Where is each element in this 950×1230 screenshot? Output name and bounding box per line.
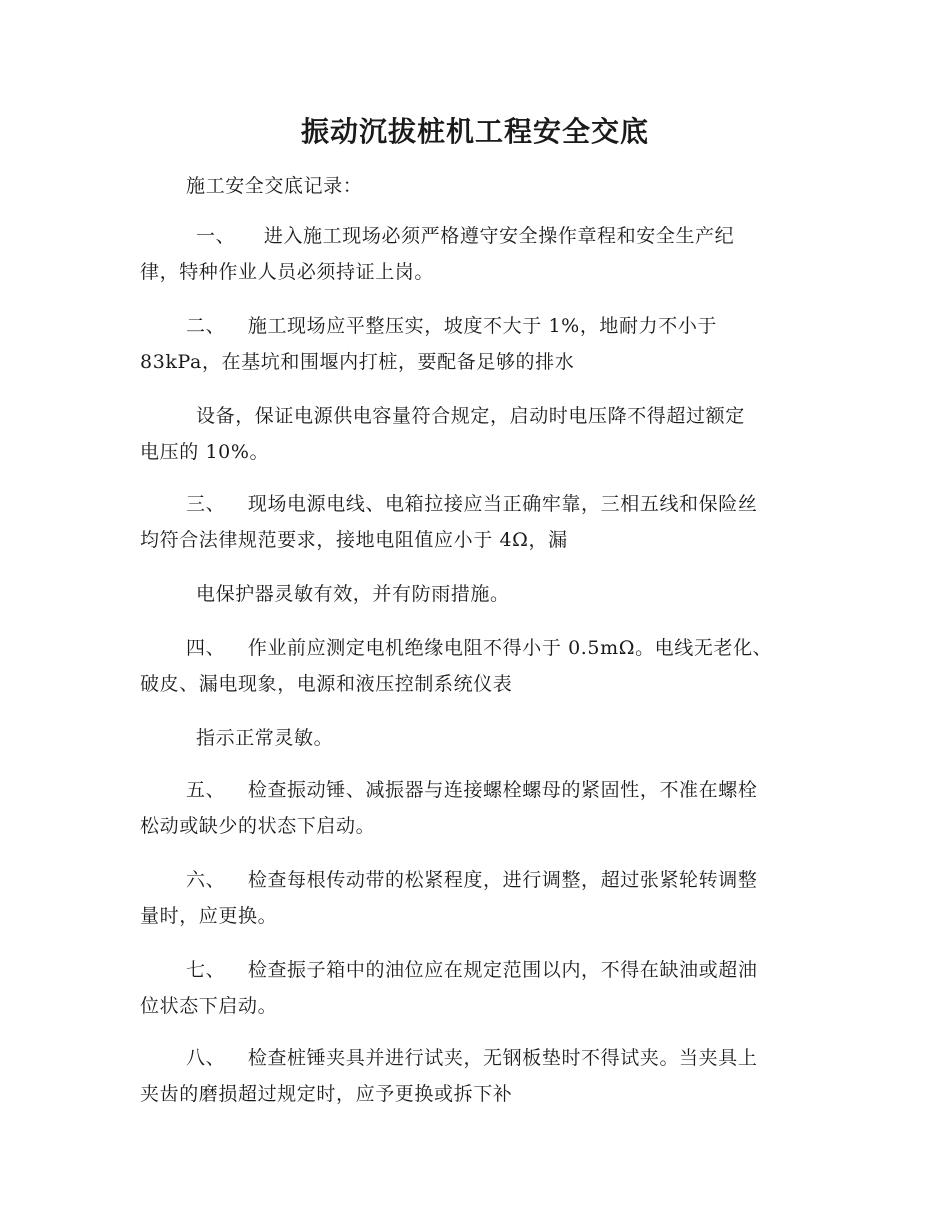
item-1-line-2: 律，特种作业人员必须持证上岗。	[140, 261, 435, 283]
item-2-line-3: 设备，保证电源供电容量符合规定，启动时电压降不得超过额定	[196, 405, 745, 427]
item-3-line-2: 均符合法律规范要求，接地电阻值应小于 4Ω，漏	[140, 529, 568, 551]
item-number: 三、	[186, 493, 226, 515]
item-number: 七、	[186, 959, 226, 981]
item-8-line-2: 夹齿的磨损超过规定时，应予更换或拆下补	[140, 1083, 513, 1105]
item-1-line-1	[196, 222, 734, 250]
item-text: 作业前应测定电机绝缘电阻不得小于 0.5mΩ。电线无老化、	[247, 637, 773, 659]
item-number: 四、	[186, 637, 226, 659]
item-5-line-2: 松动或缺少的状态下启动。	[140, 815, 376, 837]
item-text: 检查振子箱中的油位应在规定范围以内，不得在缺油或超油	[247, 959, 758, 981]
item-4-line-2: 破皮、漏电现象，电源和液压控制系统仪表	[140, 673, 513, 695]
item-2-line-1	[186, 312, 717, 340]
item-5-line-1	[186, 776, 757, 804]
item-4-line-3: 指示正常灵敏。	[196, 727, 334, 749]
item-text: 施工现场应平整压实，坡度不大于 1%，地耐力不小于	[247, 315, 718, 337]
item-7-line-2: 位状态下启动。	[140, 995, 278, 1017]
item-text: 检查每根传动带的松紧程度，进行调整，超过张紧轮转调整	[247, 869, 758, 891]
item-number: 八、	[186, 1047, 226, 1069]
item-number: 五、	[186, 779, 226, 801]
item-8-line-1	[186, 1044, 757, 1072]
intro-text: 施工安全交底记录：	[186, 175, 363, 197]
item-number: 六、	[186, 869, 226, 891]
item-2-line-4: 电压的 10%。	[140, 441, 270, 463]
item-6-line-1	[186, 866, 757, 894]
item-number: 一、	[196, 225, 236, 247]
item-text: 检查桩锤夹具并进行试夹，无钢板垫时不得试夹。当夹具上	[247, 1047, 758, 1069]
item-6-line-2: 量时，应更换。	[140, 905, 278, 927]
item-7-line-1	[186, 956, 757, 984]
item-4-line-1	[186, 634, 772, 662]
item-text: 检查振动锤、减振器与连接螺栓螺母的紧固性，不准在螺栓	[247, 779, 758, 801]
document-title: 振动沉拔桩机工程安全交底	[300, 115, 649, 148]
item-text: 现场电源电线、电箱拉接应当正确牢靠，三相五线和保险丝	[247, 493, 758, 515]
item-text: 进入施工现场必须严格遵守安全操作章程和安全生产纪	[263, 225, 735, 247]
item-number: 二、	[186, 315, 226, 337]
item-3-line-1	[186, 490, 757, 518]
item-3-line-3: 电保护器灵敏有效，并有防雨措施。	[196, 583, 510, 605]
item-2-line-2: 83kPa，在基坑和围堰内打桩，要配备足够的排水	[140, 351, 575, 373]
